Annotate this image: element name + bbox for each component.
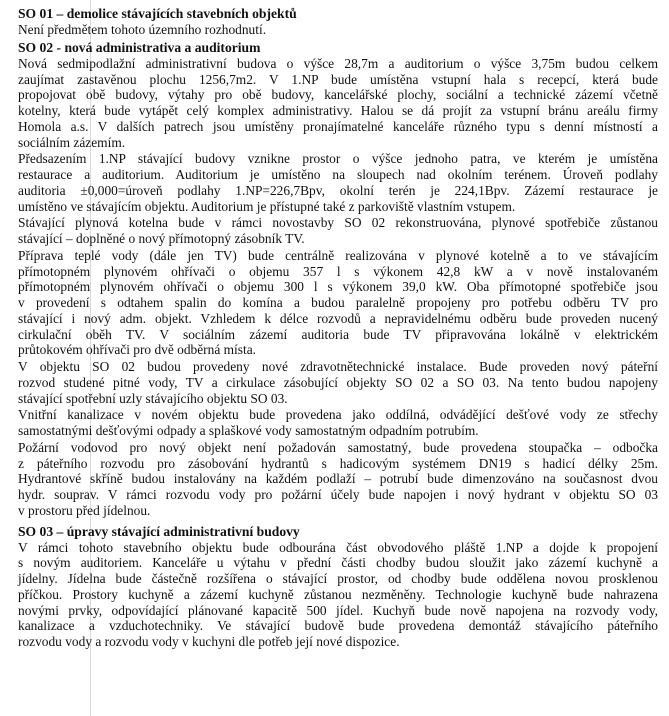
paragraph — [18, 22, 658, 38]
text-line: stávající i nový adm. objekt. Vzhledem k délce rozvodů a nepravidelnému odběru bude proveden nucený — [18, 310, 658, 326]
section-heading: SO 03 – úpravy stávající administrativní budovy — [18, 523, 300, 539]
text-line: kotelny, která bude vytápět celý komplex administrativy. Halou se dá projít za vstupní bránu areálu firmy — [18, 103, 658, 118]
text-line: v provedení s odtahem spalin do komína a budou paralelně propojeny pro potřebu odběru TV pro — [18, 295, 658, 310]
paragraph — [18, 151, 658, 214]
text-line: Předsazením 1.NP stávající budovy vznikne prostor o výšce jednoho patra, ve kterém je umístěna — [18, 151, 658, 167]
text-line: hydr. souprav. V rámci rozvodu vody pro požární účely bude napojen i nový hydrant v objektu SO 03 — [18, 487, 658, 502]
text-line: Požární vodovod pro nový objekt není požadován samostatný, bude provedena stoupačka – odbočka — [18, 439, 658, 455]
text-line: sociálním zázemím. — [18, 134, 126, 150]
text-line: Příprava teplé vody (dále jen TV) bude centrálně realizována v plynové kotelně a to ve stávajícím — [18, 247, 658, 263]
text-line: příčkou. Prostory kuchyně a zázemí kuchyně zůstanou nezměněny. Technologie kuchyně bude nahrazena — [18, 586, 658, 602]
paragraph — [18, 359, 658, 406]
text-line: rozvod studené pitné vody, TV a cirkulace zásobující objekty SO 02 a SO 03. Na tento budou napojeny — [18, 374, 658, 390]
text-line: v prostoru před jídelnou. — [18, 502, 151, 518]
paragraph — [18, 56, 658, 151]
text-line: samostatnými dešťovými odpady a splaškové vody samostatným odpadním potrubím. — [18, 423, 479, 438]
paragraph — [18, 215, 658, 247]
text-line: Vnitřní kanalizace v novém objektu bude provedena jako oddílná, odvádějící dešťové vody ze střechy — [18, 407, 658, 423]
paragraph — [18, 540, 658, 650]
text-line: z páteřního rozvodu pro zásobování hydrantů s hadicovým systémem DN19 s hadicí délky 25m. — [18, 455, 658, 471]
text-line: průtokovém ohřívači pro dvě odběrná místa. — [18, 342, 256, 358]
text-line: Nová sedmipodlažní administrativní budova o výšce 28,7m a auditorium o výšce 3,75m budou celkem — [18, 55, 658, 71]
text-line: Stávající plynová kotelna bude v rámci novostavby SO 02 rekonstruována, plynové spotřebiče zůstanou — [18, 215, 658, 231]
paragraph — [18, 407, 658, 439]
paragraph — [18, 440, 658, 519]
text-line: auditoria ±0,000=úroveň podlahy 1.NP=226,7Bpv, okolní terén je 224,1Bpv. Zázemí restaurace je — [18, 182, 658, 198]
paragraph — [18, 248, 658, 358]
text-line: přímotopném plynovém ohřívači o objemu 300 l s výkonem 39,0 kW. Oba přímotopné spotřebiče jsou — [18, 279, 658, 295]
document-body — [18, 6, 658, 650]
text-line: restaurace a auditorium. Auditorium je umístěno na sloupech nad okolním terénem. Úroveň podlahy — [18, 167, 658, 182]
text-line: V rámci tohoto stavebního objektu bude odbourána část obvodového pláště 1.NP a dojde k propojení — [18, 539, 658, 555]
text-line: přímotopném plynovém ohřívači o objemu 357 l s výkonem 42,8 kW a v nově instalovaném — [18, 263, 658, 279]
text-line: s novým auditoriem. Kanceláře u výtahu v přední části chodby budou sloužit jako zázemí kuchyně a — [18, 555, 658, 571]
text-line: cirkulační oběh TV. V sociálním zázemí auditoria bude TV připravována lokálně v elektrickém — [18, 326, 658, 342]
text-line: umístěno ve stávajícím objektu. Auditorium je přístupné také z parkoviště vlastním vstupem. — [18, 198, 516, 214]
section-heading: SO 02 - nová administrativa a auditorium — [18, 39, 261, 55]
text-line: Homola a.s. V dalších patrech jsou umístěny pronajímatelné kanceláře různého typu s denní místností a — [18, 118, 658, 134]
section-2 — [18, 40, 658, 519]
section-3 — [18, 524, 658, 650]
section-1 — [18, 6, 658, 38]
section-heading: SO 01 – demolice stávajících stavebních objektů — [18, 6, 297, 21]
text-line: propojovat obě budovy, výtahy pro obě budovy, kancelářské plochy, sociální a technické zázemí včetně — [18, 87, 658, 103]
text-line: jídelny. Jídelna bude částečně rozšířena o stávající prostor, od chodby bude oddělena novou prosklenou — [18, 571, 658, 586]
text-line: novými prvky, odpovídající plánované kapacitě 500 jídel. Kuchyň bude nově napojena na rozvody vody, — [18, 602, 658, 618]
text-line: kanalizace a vzduchotechniky. Ve stávající budově bude provedena demontáž stávajícího páteřního — [18, 618, 658, 634]
text-line: zaujímat zastavěnou plochu 1256,7m2. V 1.NP bude umístěna vstupní hala s recepcí, která bude — [18, 71, 658, 87]
text-line: V objektu SO 02 budou provedeny nové zdravotnětechnické instalace. Bude proveden nový páteřní — [18, 359, 658, 374]
text-line: stávající spotřební uzly stávajícího objektu SO 03. — [18, 390, 288, 406]
text-line: Není předmětem tohoto územního rozhodnutí. — [18, 22, 267, 37]
text-line: stávající – doplněné o nový přímotopný zásobník TV. — [18, 231, 305, 246]
text-line: Hydrantové skříně budou instalovány na každém podlaží – potrubí bude dimenzováno na současnost dvou — [18, 471, 658, 487]
text-line: rozvodu vody a rozvodu vody v kuchyni dle potřeb její nové dispozice. — [18, 634, 400, 649]
